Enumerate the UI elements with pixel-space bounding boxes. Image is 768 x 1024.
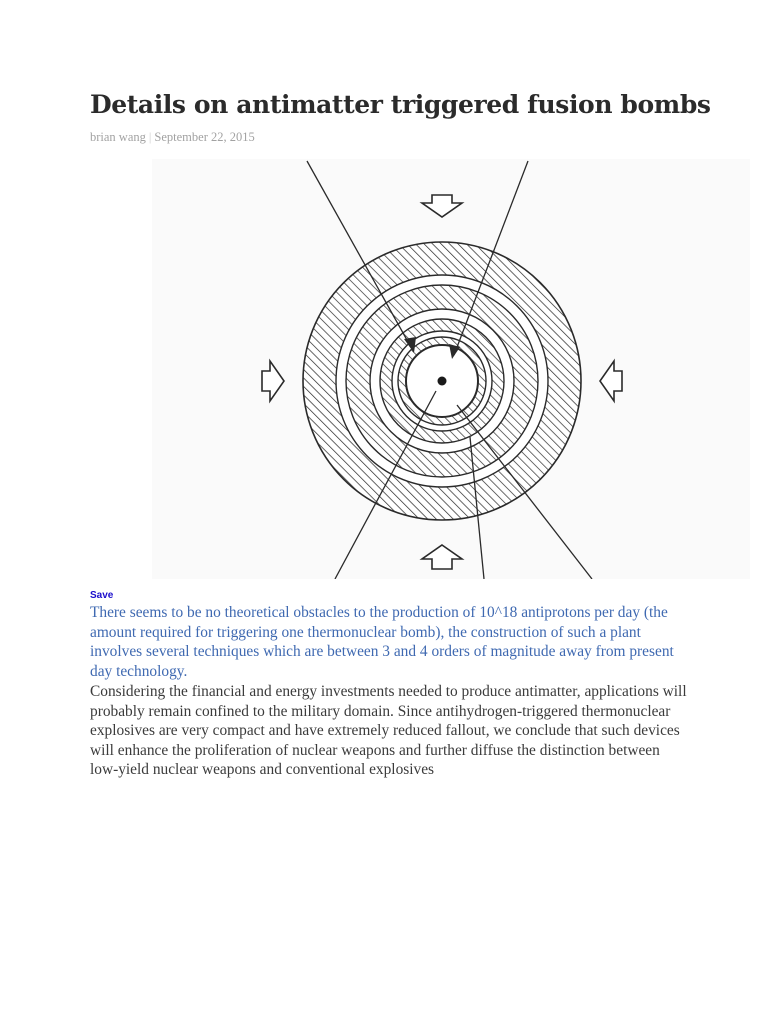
publish-date: September 22, 2015 <box>154 130 255 144</box>
highlighted-paragraph: There seems to be no theoretical obstacles to the production of 10^18 antiprotons per day (the amount required for triggering one thermonuclear bomb), the construction of such a plant involves several techniques which are between 3 and 4 orders of magnitude away from present day technology. <box>90 604 674 680</box>
author-name[interactable]: brian wang <box>90 130 146 144</box>
bomb-cross-section-diagram <box>152 159 750 579</box>
byline <box>90 130 255 145</box>
center-dot <box>438 377 447 386</box>
diagram-figure <box>152 159 750 579</box>
concentric-shells <box>303 242 581 520</box>
byline-separator: | <box>148 130 152 144</box>
save-link[interactable]: Save <box>90 590 114 601</box>
article-title: Details on antimatter triggered fusion bombs <box>90 90 711 119</box>
body-paragraph: Considering the financial and energy investments needed to produce antimatter, applications will probably remain confined to the military domain. Since antihydrogen-triggered thermonuclear explosives are very compact and have extremely reduced fallout, we conclude that such devices will enhance the proliferation of nuclear weapons and further diffuse the distinction between low-yield nuclear weapons and conventional explosives <box>90 683 687 778</box>
